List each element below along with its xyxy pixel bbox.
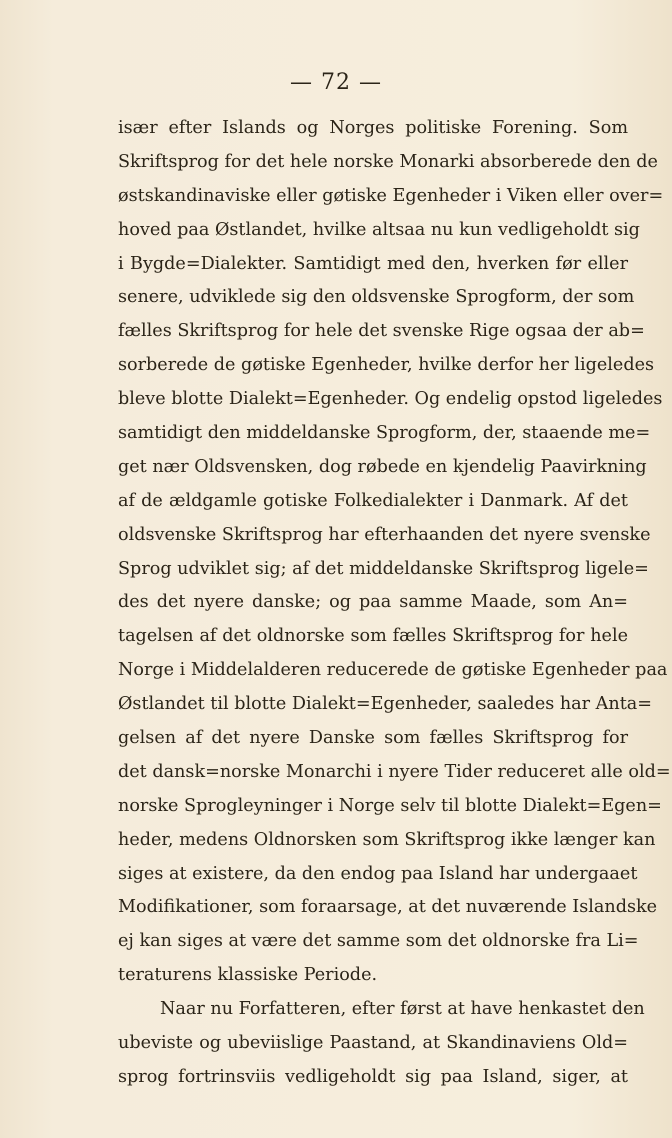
text-line: af de ældgamle gotiske Folkedialekter i Danmark. Af det [118, 490, 628, 511]
text-line: sprog fortrinsviis vedligeholdt sig paa Island, siger, at [118, 1066, 628, 1087]
text-line: Norge i Middelalderen reducerede de gøtiske Egenheder paa [118, 660, 668, 681]
text-line: bleve blotte Dialekt=Egenheder. Og endelig opstod ligeledes [118, 389, 663, 410]
text-line: gelsen af det nyere Danske som fælles Skriftsprog for [118, 728, 628, 749]
text-line: østskandinaviske eller gøtiske Egenheder i Viken eller over= [118, 185, 664, 206]
text-line: heder, medens Oldnorsken som Skriftsprog ikke længer kan [118, 829, 656, 850]
text-line: Østlandet til blotte Dialekt=Egenheder, saaledes har Anta= [118, 694, 653, 715]
text-line: get nær Oldsvensken, dog røbede en kjendelig Paavirkning [118, 456, 647, 477]
text-line: samtidigt den middeldanske Sprogform, der, staaende me= [118, 423, 651, 444]
text-line: Naar nu Forfatteren, efter først at have henkastet den [160, 999, 645, 1020]
text-line: siges at existere, da den endog paa Island har undergaaet [118, 863, 638, 884]
text-line: sorberede de gøtiske Egenheder, hvilke derfor her ligeledes [118, 355, 655, 376]
page-number: — 72 — [290, 70, 382, 95]
text-line: oldsvenske Skriftsprog har efterhaanden det nyere svenske [118, 524, 651, 545]
text-line: senere, udviklede sig den oldsvenske Sprogform, der som [118, 287, 635, 308]
text-line: Skriftsprog for det hele norske Monarki absorberede den de [118, 151, 658, 172]
text-line: fælles Skriftsprog for hele det svenske Rige ogsaa der ab= [118, 321, 645, 342]
text-line: ubeviste og ubeviislige Paastand, at Skandinaviens Old= [118, 1033, 628, 1054]
text-line: tagelsen af det oldnorske som fælles Skriftsprog for hele [118, 626, 628, 647]
text-line: des det nyere danske; og paa samme Maade, som An= [118, 592, 628, 613]
text-line: i Bygde=Dialekter. Samtidigt med den, hverken før eller [118, 253, 628, 274]
text-line: Modifikationer, som foraarsage, at det nuværende Islandske [118, 897, 658, 918]
body-text [118, 112, 671, 1095]
text-line: hoved paa Østlandet, hvilke altsaa nu kun vedligeholdt sig [118, 219, 640, 240]
text-line: ej kan siges at være det samme som det oldnorske fra Li= [118, 931, 639, 952]
text-line: norske Sprogleyninger i Norge selv til blotte Dialekt=Egen= [118, 795, 662, 816]
text-line: Sprog udviklet sig; af det middeldanske Skriftsprog ligele= [118, 558, 649, 579]
text-line: teraturens klassiske Periode. [118, 965, 378, 986]
text-line: det dansk=norske Monarchi i nyere Tider reduceret alle old= [118, 761, 671, 782]
text-line: især efter Islands og Norges politiske Forening. Som [118, 118, 628, 138]
